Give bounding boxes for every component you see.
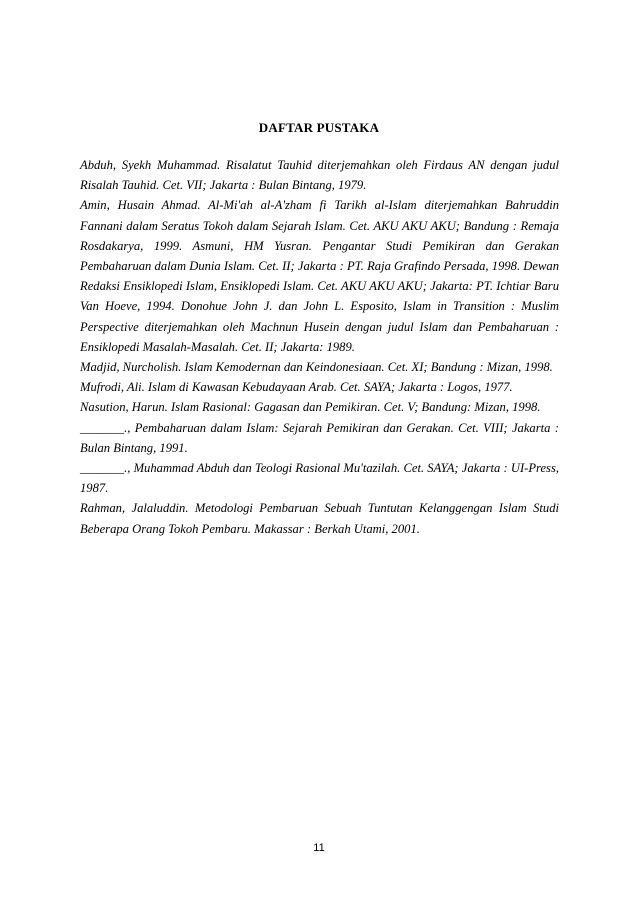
reference-item: Rahman, Jalaluddin. Metodologi Pembaruan Sebuah Tuntutan Kelanggengan Islam Studi Beberapa Orang Tokoh Pembaru. Makassar : Berkah Utami, 2001. xyxy=(80,501,559,536)
reference-list xyxy=(80,155,559,539)
reference-item: _______., Muhammad Abduh dan Teologi Rasional Mu'tazilah. Cet. SAYA; Jakarta : UI-Press, 1987. xyxy=(80,461,559,496)
reference-item: Mufrodi, Ali. Islam di Kawasan Kebudayaan Arab. Cet. SAYA; Jakarta : Logos, 1977. xyxy=(80,380,513,395)
reference-item: Madjid, Nurcholish. Islam Kemodernan dan Keindonesiaan. Cet. XI; Bandung : Mizan, 1998. xyxy=(80,360,553,375)
reference-item: Amin, Husain Ahmad. Al-Mi'ah al-A'zham fi Tarikh al-Islam diterjemahkan Bahruddin Fannani dalam Seratus Tokoh dalam Sejarah Islam. Cet. AKU AKU AKU; Bandung : Remaja Rosdakarya, 1999. Asmuni, HM Yusran. Pengantar Studi Pemikiran dan Gerakan Pembaharuan dalam Dunia Islam. Cet. II; Jakarta : PT. Raja Grafindo Persada, 1998. Dewan Redaksi Ensiklopedi Islam, Ensiklopedi Islam. Cet. AKU AKU AKU; Jakarta: PT. Ichtiar Baru Van Hoeve, 1994. Donohue John J. dan John L. Esposito, Islam in Transition : Muslim Perspective diterjemahkan oleh Machnun Husein dengan judul Islam dan Pembaharuan : Ensiklopedi Masalah-Masalah. Cet. II; Jakarta: 1989. xyxy=(80,198,559,354)
reference-item: Abduh, Syekh Muhammad. Risalatut Tauhid diterjemahkan oleh Firdaus AN dengan judul Risalah Tauhid. Cet. VII; Jakarta : Bulan Bintang, 1979. xyxy=(80,158,559,193)
page-number: 11 xyxy=(313,842,325,854)
reference-item: Nasution, Harun. Islam Rasional: Gagasan dan Pemikiran. Cet. V; Bandung: Mizan, 1998. xyxy=(80,400,541,415)
reference-item: _______., Pembaharuan dalam Islam: Sejarah Pemikiran dan Gerakan. Cet. VIII; Jakarta : Bulan Bintang, 1991. xyxy=(80,420,559,455)
page-title: DAFTAR PUSTAKA xyxy=(258,120,380,135)
